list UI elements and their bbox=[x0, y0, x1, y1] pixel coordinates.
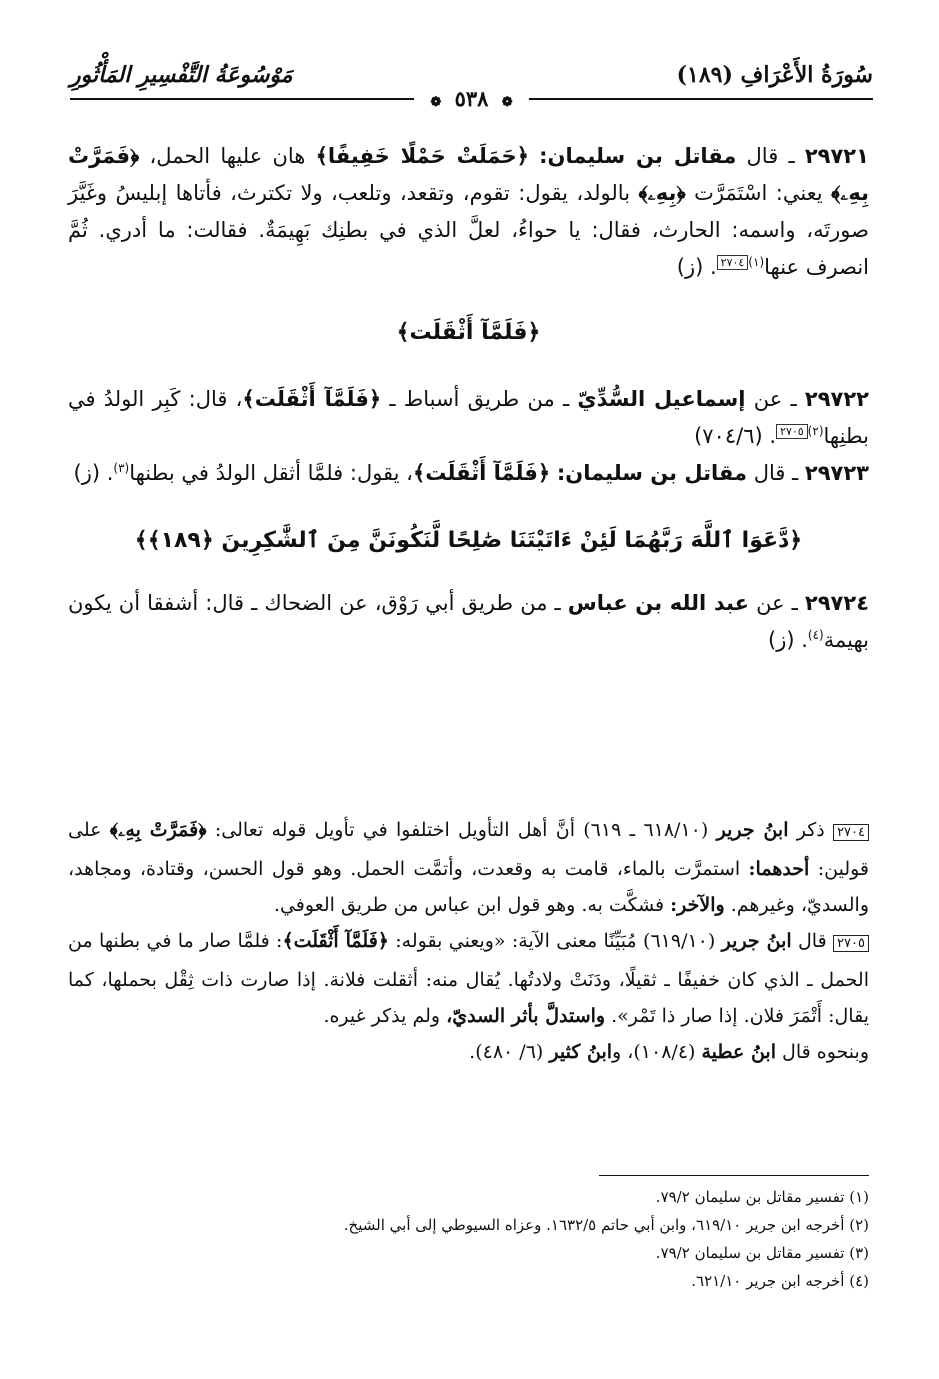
text-span: واستدلَّ بأثر السديّ، bbox=[446, 1005, 606, 1027]
text-span: ـ عن bbox=[756, 591, 798, 615]
narration-29721 bbox=[68, 138, 869, 286]
opinion-label: والآخر: bbox=[670, 894, 725, 916]
footnote-3: (٣) تفسير مقاتل بن سليمان ٧٩/٢. bbox=[655, 1244, 869, 1262]
narration-29724 bbox=[68, 585, 869, 659]
narrator-name: إسماعيل السُّدِّيّ bbox=[577, 387, 746, 411]
commentary-2705 bbox=[68, 923, 869, 1070]
text-span: بالولد، يقول: تقوم، وتقعد، وتلعب، ولا تكترث، فأتاها إبليسُ وغَيَّرَ صورتَه، واسمه: الحارث، فقال: يا حواءُ، لعلَّ الذي في بطنِك بَهِيمَةٌ. فقالت: ما أدري. ثُمَّ انصرف عنها bbox=[68, 181, 869, 279]
text-span: قال bbox=[798, 930, 827, 952]
text-span: على قولين: bbox=[68, 819, 870, 880]
commentary-ref[interactable]: ٢٧٠٥ bbox=[776, 424, 808, 439]
text-span: ، يقول: فلمَّا أثقل الولدُ في بطنها bbox=[129, 461, 413, 485]
commentary-section bbox=[68, 812, 869, 1070]
scholar-name: ابنُ جرير bbox=[721, 930, 792, 952]
text-span: ، قال: كَبِر الولدُ في بطنِها bbox=[68, 387, 869, 448]
commentary-tag: ٢٧٠٤ bbox=[833, 824, 869, 841]
text-span: ـ من طريق أبي رَوْق، عن الضحاك ـ قال: أشفقا أن يكون بهيمة bbox=[68, 591, 869, 652]
quran-quote: ﴿حَمَلَتْ حَمْلًا خَفِيفًا﴾ bbox=[315, 144, 529, 168]
footnote-ref[interactable]: (٣) bbox=[113, 461, 130, 475]
text-span: ـ قال bbox=[746, 144, 795, 168]
page-number-box bbox=[414, 86, 528, 111]
text-span: ـ قال bbox=[753, 461, 799, 485]
quran-quote: ﴿فَمَرَّتْ بِهِۦ﴾ bbox=[109, 819, 207, 841]
narration-29723 bbox=[68, 455, 869, 492]
ornament-icon: ❁ bbox=[430, 95, 442, 110]
scholar-name: ابنُ عطية bbox=[701, 1041, 776, 1063]
narrator-name: مقاتل بن سليمان: bbox=[539, 144, 737, 168]
book-title: مَوْسُوعَةُ التَّفْسِيرِ المَأْثُورِ bbox=[70, 62, 293, 88]
quran-quote: ﴿فَلَمَّآ أَثْقَلَت﴾ bbox=[242, 387, 382, 411]
text-span: ذكر bbox=[796, 819, 825, 841]
footnote-1: (١) تفسير مقاتل بن سليمان ٧٩/٢. bbox=[655, 1188, 869, 1206]
opinion-label: أحدهما: bbox=[748, 858, 810, 880]
page-number: ٥٣٨ bbox=[454, 86, 489, 111]
text-span: . (٧٠٤/٦) bbox=[694, 424, 777, 448]
footnote-ref[interactable]: (٢) bbox=[807, 424, 824, 438]
text-span: ـ عن bbox=[753, 387, 797, 411]
text-span: فشكَّت به. وهو قول ابن عباس من طريق العوفي. bbox=[273, 894, 665, 916]
narration-number: ٢٩٧٢٣ bbox=[804, 461, 869, 485]
commentary-tag: ٢٧٠٥ bbox=[833, 935, 869, 952]
footnote-4: (٤) أخرجه ابن جرير ٦٢١/١٠. bbox=[691, 1272, 869, 1290]
page-number-wrap bbox=[70, 86, 873, 111]
surah-title: سُورَةُ الأَعْرَافِ (١٨٩) bbox=[676, 62, 873, 88]
text-span: هان عليها الحمل، bbox=[149, 144, 306, 168]
text-span: يعني: اسْتَمَرَّت bbox=[694, 181, 823, 205]
verse-heading: ﴿فَلَمَّآ أَثْقَلَت﴾ bbox=[396, 320, 541, 345]
text-span: (٦١٨/١٠ ـ ٦١٩) أنَّ أهل التأويل اختلفوا في تأويل قوله تعالى: bbox=[214, 819, 709, 841]
narration-number: ٢٩٧٢٢ bbox=[804, 387, 869, 411]
footnotes bbox=[68, 1183, 869, 1295]
narrator-name: عبد الله بن عباس bbox=[567, 591, 749, 615]
footnote-ref[interactable]: (١) bbox=[748, 255, 765, 269]
text-span: . (ز) bbox=[768, 628, 808, 652]
quran-quote: ﴿فَمَرَّتْ بِهِۦ﴾ bbox=[68, 144, 869, 205]
quran-quote: ﴿فَلَمَّآ أَثْقَلَت﴾ bbox=[412, 461, 551, 485]
main-text bbox=[68, 138, 869, 659]
narrator-name: مقاتل بن سليمان: bbox=[556, 461, 747, 485]
text-span: (١٠٨/٤)، و bbox=[612, 1041, 696, 1063]
text-span: (٦١٩/١٠) مُبَيِّنًا معنى الآية: «ويعني بقوله: bbox=[395, 930, 716, 952]
verse-heading: ﴿دَّعَوَا ٱللَّهَ رَبَّهُمَا لَئِنْ ءَاتَيْتَنَا صَٰلِحًا لَّنَكُونَنَّ مِنَ ٱلشَّٰكِرِينَ ﴿١٨٩﴾﴾ bbox=[134, 528, 803, 553]
quran-quote: ﴿بِهِۦ﴾ bbox=[638, 181, 686, 205]
text-span: (٦/ ٤٨٠). bbox=[469, 1041, 544, 1063]
commentary-2704 bbox=[68, 812, 869, 923]
footnote-2: (٢) أخرجه ابن جرير ٦١٩/١٠، وابن أبي حاتم ١٦٣٢/٥. وعزاه السيوطي إلى أبي الشيخ. bbox=[343, 1216, 869, 1234]
ornament-icon: ❁ bbox=[501, 95, 513, 110]
commentary-ref[interactable]: ٢٧٠٤ bbox=[717, 255, 749, 270]
text-span: . (ز) bbox=[676, 255, 717, 279]
text-span: : فلمَّا صار ما في بطنها من الحمل ـ الذي كان خفيفًا ـ ثقيلًا، ودَنَتْ ولادتُها. يُقال منه: أثقلت فلانة. إذا صارت ذات ثِقْل بحملها، كما يقال: أَتْمَرَ فلان. إذا صار ذا تَمْر». bbox=[68, 930, 869, 1027]
text-span: . (ز) bbox=[73, 461, 114, 485]
page-header bbox=[70, 58, 873, 111]
text-span: ولم يذكر غيره. bbox=[323, 1005, 441, 1027]
text-span: ـ من طريق أسباط ـ bbox=[389, 387, 570, 411]
footnote-ref[interactable]: (٤) bbox=[807, 628, 824, 642]
text-span: وبنحوه قال bbox=[782, 1041, 869, 1063]
scholar-name: ابنُ جرير bbox=[716, 819, 789, 841]
footnote-separator bbox=[599, 1175, 869, 1176]
narration-29722 bbox=[68, 381, 869, 455]
scholar-name: ابنُ كثير bbox=[549, 1041, 613, 1063]
quran-quote: ﴿فَلَمَّآ أَثْقَلَت﴾ bbox=[282, 930, 389, 952]
narration-number: ٢٩٧٢٤ bbox=[804, 591, 870, 615]
text-span: استمرَّت بالماء، قامت به وقعدت، وأتمَّت الحمل. وهو قول الحسن، وقتادة، ومجاهد، والسديّ، وغيرهم. bbox=[68, 858, 869, 916]
narration-number: ٢٩٧٢١ bbox=[804, 144, 869, 168]
